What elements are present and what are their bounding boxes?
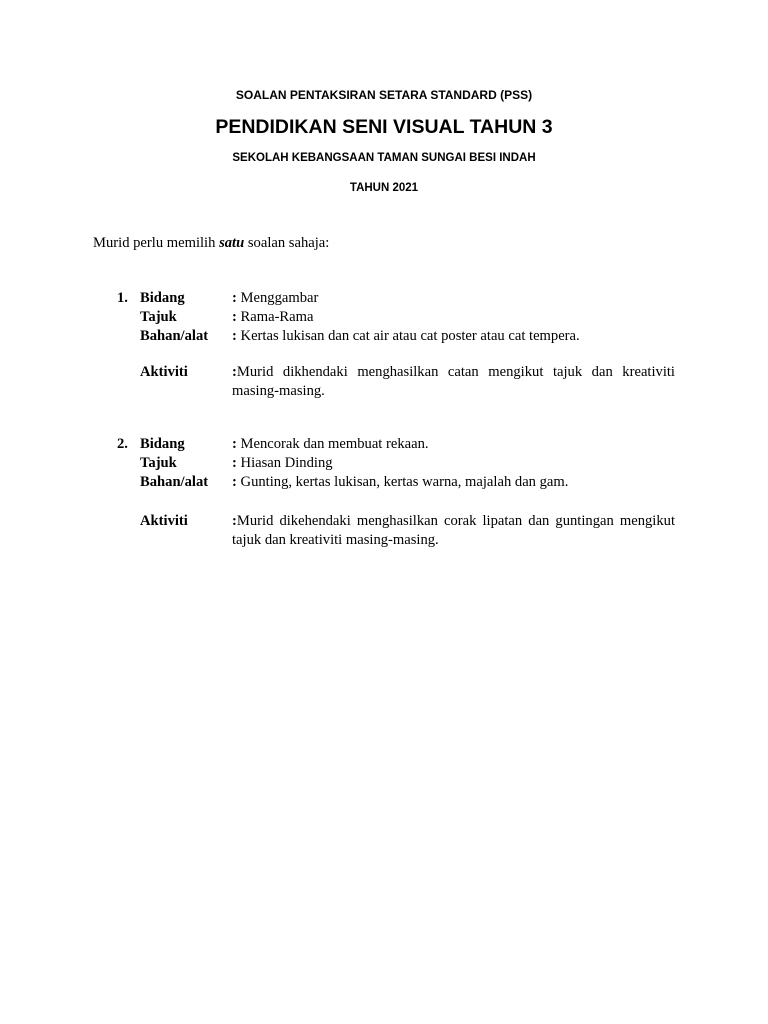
tajuk-row — [0, 454, 768, 473]
aktiviti-value: :Murid dikehendaki menghasilkan corak lipatan dan guntingan mengikut tajuk dan kreativiti masing-masing. — [232, 513, 675, 548]
bahan-label: Bahan/alat — [140, 328, 209, 344]
tajuk-label: Tajuk — [140, 455, 177, 471]
instruction-emphasis: satu — [219, 235, 245, 251]
school-name: SEKOLAH KEBANGSAAN TAMAN SUNGAI BESI INDAH — [232, 152, 536, 164]
bidang-row — [0, 289, 768, 308]
bahan-row — [0, 473, 768, 492]
exam-type-heading: SOALAN PENTAKSIRAN SETARA STANDARD (PSS) — [235, 88, 533, 102]
bidang-value: : Menggambar — [232, 290, 319, 306]
bidang-value: : Mencorak dan membuat rekaan. — [232, 436, 429, 452]
instruction-before: Murid perlu memilih — [93, 235, 220, 251]
bidang-label: Bidang — [140, 436, 185, 452]
tajuk-value: : Hiasan Dinding — [232, 455, 333, 471]
instruction-after: soalan sahaja: — [244, 235, 330, 251]
question-number: 1. — [117, 290, 128, 306]
bahan-row — [0, 327, 768, 346]
aktiviti-value: :Murid dikhendaki menghasilkan catan mengikut tajuk dan kreativiti masing-masing. — [232, 364, 675, 399]
question-number: 2. — [117, 436, 128, 452]
bahan-value: : Kertas lukisan dan cat air atau cat poster atau cat tempera. — [232, 328, 580, 344]
exam-year: TAHUN 2021 — [349, 182, 419, 194]
bidang-label: Bidang — [140, 290, 185, 306]
aktiviti-label: Aktiviti — [140, 513, 188, 529]
tajuk-row — [0, 308, 768, 327]
bidang-row — [0, 435, 768, 454]
aktiviti-row — [0, 363, 768, 399]
aktiviti-label: Aktiviti — [140, 364, 188, 380]
aktiviti-row — [0, 512, 768, 548]
bahan-value: : Gunting, kertas lukisan, kertas warna, majalah dan gam. — [232, 474, 569, 490]
bahan-label: Bahan/alat — [140, 474, 209, 490]
subject-title: PENDIDIKAN SENI VISUAL TAHUN 3 — [215, 116, 553, 138]
tajuk-value: : Rama-Rama — [232, 309, 314, 325]
instruction-text — [93, 234, 329, 253]
tajuk-label: Tajuk — [140, 309, 177, 325]
